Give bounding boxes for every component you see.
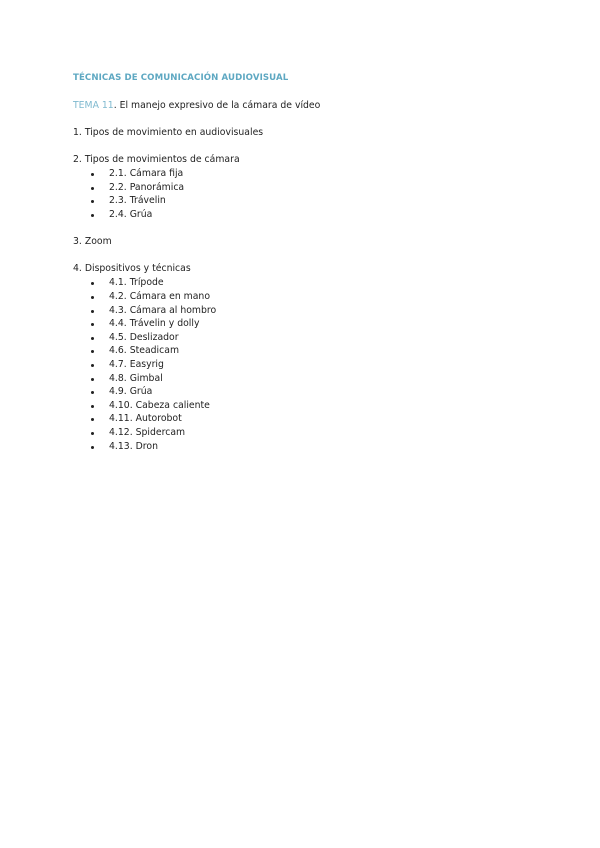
list-item: 2.2. Panorámica: [73, 181, 553, 195]
topic-number: TEMA 11: [73, 100, 114, 111]
section-2-list: [73, 167, 553, 221]
section-title: 4. Dispositivos y técnicas: [73, 263, 191, 275]
list-item: 4.1. Trípode: [73, 276, 553, 290]
section-2: [73, 154, 553, 221]
section-1: [73, 127, 553, 139]
topic-heading: [73, 100, 553, 112]
list-item: 4.10. Cabeza caliente: [73, 399, 553, 413]
course-title: TÉCNICAS DE COMUNICACIÓN AUDIOVISUAL: [73, 73, 289, 83]
list-item: 4.11. Autorobot: [73, 412, 553, 426]
section-4: [73, 263, 553, 453]
section-title: 2. Tipos de movimientos de cámara: [73, 154, 240, 165]
list-item: 4.9. Grúa: [73, 385, 553, 399]
section-4-list: [73, 276, 553, 453]
topic-title: . El manejo expresivo de la cámara de vídeo: [113, 100, 321, 111]
list-item: 4.5. Deslizador: [73, 331, 553, 345]
list-item: 4.13. Dron: [73, 440, 553, 454]
section-3: [73, 236, 553, 248]
list-item: 2.4. Grúa: [73, 208, 553, 222]
section-title: 1. Tipos de movimiento en audiovisuales: [73, 127, 264, 138]
list-item: 4.12. Spidercam: [73, 426, 553, 440]
document-page: [73, 72, 553, 453]
list-item: 2.1. Cámara fija: [73, 167, 553, 181]
list-item: 4.3. Cámara al hombro: [73, 304, 553, 318]
list-item: 2.3. Trávelin: [73, 194, 553, 208]
list-item: 4.4. Trávelin y dolly: [73, 317, 553, 331]
list-item: 4.8. Gimbal: [73, 372, 553, 386]
list-item: 4.7. Easyrig: [73, 358, 553, 372]
section-title: 3. Zoom: [73, 236, 112, 248]
list-item: 4.2. Cámara en mano: [73, 290, 553, 304]
list-item: 4.6. Steadicam: [73, 344, 553, 358]
